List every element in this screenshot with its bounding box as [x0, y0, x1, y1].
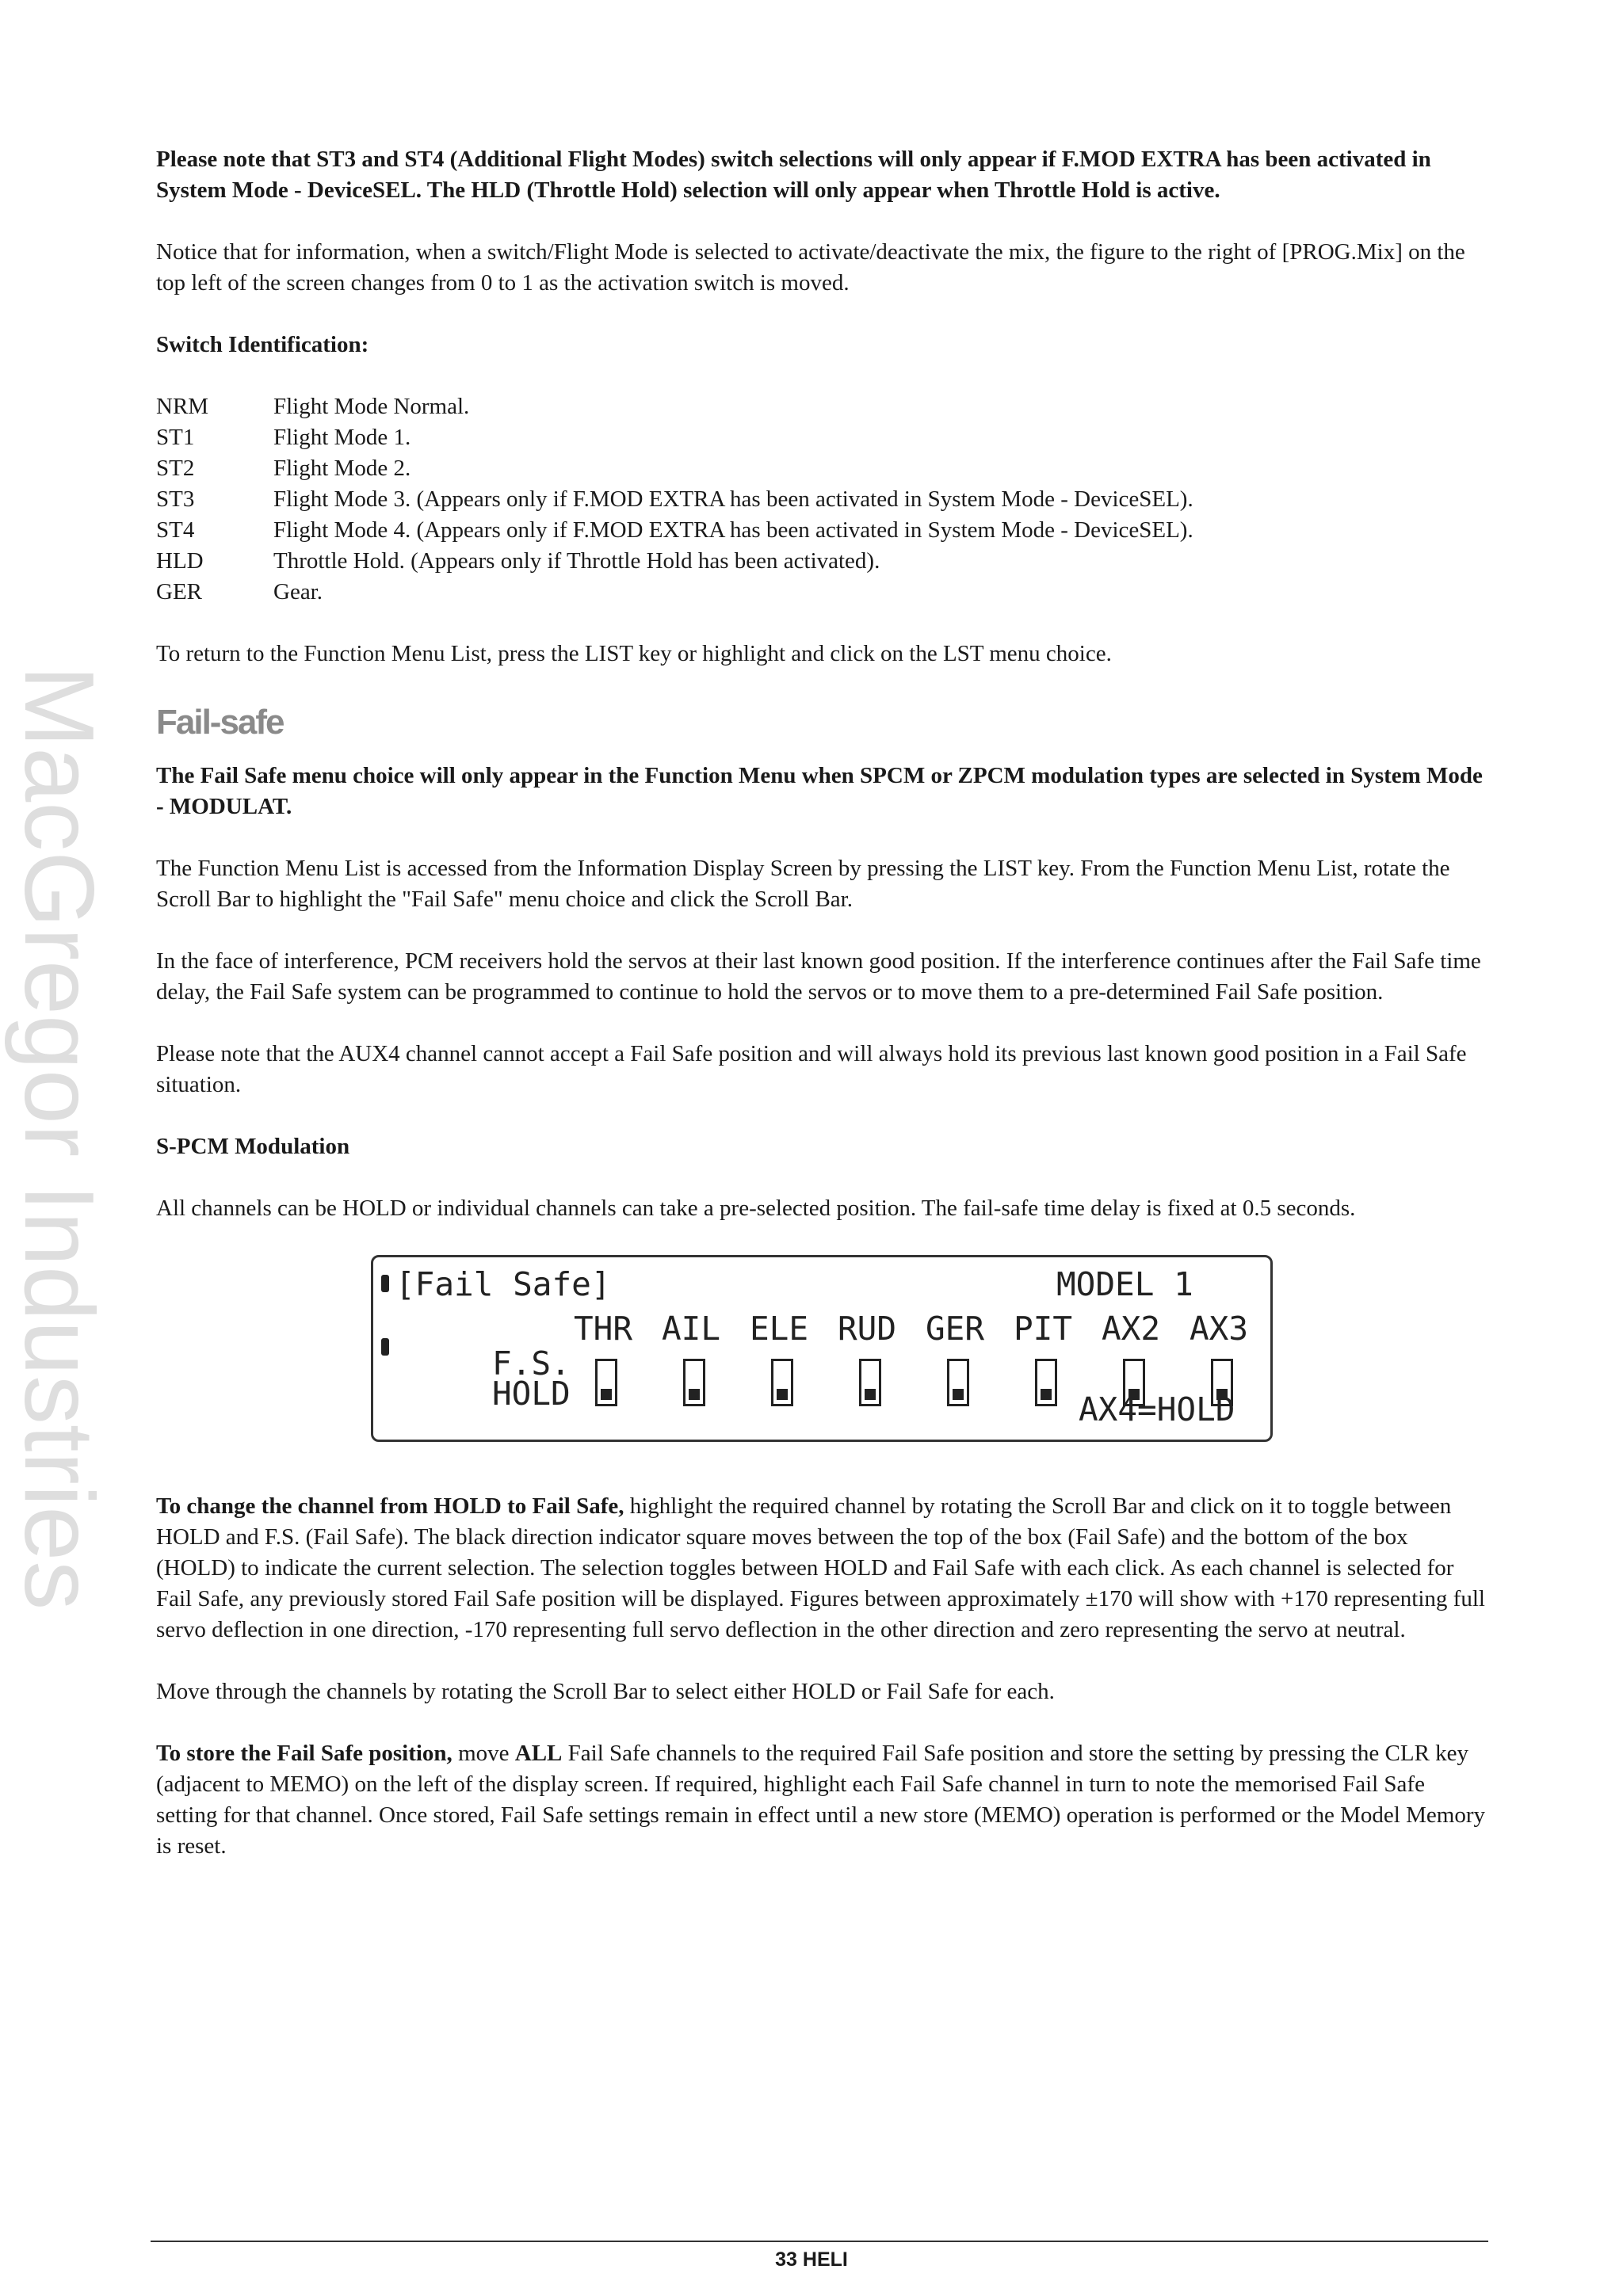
state-box[interactable] — [947, 1359, 969, 1406]
lcd-screen — [371, 1255, 1273, 1442]
switch-code: GER — [156, 579, 202, 605]
store-mid: move — [452, 1741, 515, 1766]
state-box[interactable] — [595, 1359, 617, 1406]
switch-row — [156, 546, 1487, 577]
switch-row — [156, 391, 1487, 422]
switch-desc: Flight Mode 2. — [273, 456, 411, 481]
switch-code: ST3 — [156, 486, 195, 512]
switch-row — [156, 515, 1487, 546]
fs-label: F.S. — [492, 1344, 571, 1383]
watermark: MacGregor Industries — [4, 666, 113, 1611]
selected-channel: AIL — [662, 1310, 721, 1348]
store-lead: To store the Fail Safe position, — [156, 1741, 453, 1766]
switch-desc: Flight Mode 3. (Appears only if F.MOD EXTRA has been activated in System Mode - DeviceSEL). — [273, 486, 1193, 512]
switch-code: HLD — [156, 548, 204, 574]
switch-row — [156, 422, 1487, 453]
hold-indicator-icon — [1041, 1389, 1052, 1400]
switch-code: ST1 — [156, 425, 195, 450]
lcd-model: MODEL 1 — [1056, 1265, 1193, 1303]
cursor-marker-icon — [381, 1338, 389, 1356]
lcd-title: [Fail Safe] — [395, 1265, 611, 1303]
hold-label: HOLD — [492, 1375, 571, 1413]
channel-labels — [574, 1311, 1277, 1346]
switch-row — [156, 453, 1487, 484]
switch-desc: Gear. — [273, 579, 323, 605]
hold-indicator-icon — [689, 1389, 700, 1400]
hold-indicator-icon — [777, 1389, 788, 1400]
switch-desc: Flight Mode Normal. — [273, 394, 470, 419]
section-title: Fail-safe — [156, 703, 284, 742]
store-body: Fail Safe channels to the required Fail Safe position and store the setting by pressing the CLR key (adjacent to MEMO) on the left of the display screen. If required, highlight each Fail Safe channel in turn to note the memorised Fail Safe setting for that channel. Once stored, Fail Safe settings remain in effect until a new store (MEMO) operation is performed or the Model Memory is reset. — [156, 1741, 1485, 1859]
hold-indicator-icon — [865, 1389, 876, 1400]
lcd-figure — [156, 1255, 1487, 1442]
channel-label-ail[interactable] — [662, 1311, 750, 1346]
spcm-paragraph: All channels can be HOLD or individual channels can take a pre-selected position. The fail-safe time delay is fixed at 0.5 seconds. — [156, 1196, 1356, 1221]
switch-desc: Throttle Hold. (Appears only if Throttle Hold has been activated). — [273, 548, 880, 574]
interference-paragraph: In the face of interference, PCM receivers hold the servos at their last known good position. If the interference continues after the Fail Safe time delay, the Fail Safe system can be programmed to continue to hold the servos or to move them to a pre-determined Fail Safe position. — [156, 948, 1481, 1005]
state-box[interactable] — [859, 1359, 881, 1406]
move-paragraph: Move through the channels by rotating the Scroll Bar to select either HOLD or Fail Safe for each. — [156, 1679, 1055, 1704]
aux4-paragraph: Please note that the AUX4 channel cannot accept a Fail Safe position and will always hold its previous last known good position in a Fail Safe situation. — [156, 1041, 1467, 1097]
switch-desc: Flight Mode 4. (Appears only if F.MOD EXTRA has been activated in System Mode - DeviceSEL). — [273, 517, 1193, 543]
channel-label-rud[interactable]: RUD — [838, 1310, 897, 1348]
switch-code: NRM — [156, 394, 209, 419]
access-paragraph: The Function Menu List is accessed from the Information Display Screen by pressing the LIST key. From the Function Menu List, rotate the Scroll Bar to highlight the "Fail Safe" menu choice and click the Scroll Bar. — [156, 856, 1450, 912]
state-box[interactable] — [683, 1359, 705, 1406]
change-paragraph — [156, 1491, 1487, 1646]
switch-row — [156, 577, 1487, 608]
page-number: 33 HELI — [775, 2248, 848, 2271]
cursor-marker-icon — [381, 1275, 389, 1292]
notice-paragraph: Notice that for information, when a switch/Flight Mode is selected to activate/deactivate the mix, the figure to the right of [PROG.Mix] on the top left of the screen changes from 0 to 1 as the activation switch is moved. — [156, 239, 1465, 296]
switch-heading: Switch Identification: — [156, 332, 369, 357]
store-paragraph — [156, 1738, 1487, 1862]
page-content — [156, 144, 1487, 1893]
channel-label-pit[interactable]: PIT — [1014, 1310, 1073, 1348]
state-box[interactable] — [771, 1359, 793, 1406]
hold-indicator-icon — [601, 1389, 612, 1400]
footer-divider — [151, 2241, 1488, 2242]
switch-row — [156, 484, 1487, 515]
switch-code: ST2 — [156, 456, 195, 481]
switch-desc: Flight Mode 1. — [273, 425, 411, 450]
channel-label-ax3[interactable]: AX3 — [1190, 1310, 1249, 1348]
hold-indicator-icon — [953, 1389, 964, 1400]
failsafe-note: The Fail Safe menu choice will only appear in the Function Menu when SPCM or ZPCM modulation types are selected in System Mode - MODULAT. — [156, 763, 1483, 819]
channel-label-thr[interactable]: THR — [574, 1310, 633, 1348]
channel-label-ele[interactable]: ELE — [750, 1310, 809, 1348]
store-all: ALL — [514, 1741, 563, 1766]
change-lead: To change the channel from HOLD to Fail Safe, — [156, 1493, 624, 1519]
switch-table — [156, 391, 1487, 608]
state-box[interactable] — [1035, 1359, 1057, 1406]
channel-label-ax2[interactable]: AX2 — [1102, 1310, 1161, 1348]
spcm-heading: S-PCM Modulation — [156, 1134, 350, 1159]
switch-code: ST4 — [156, 517, 195, 543]
channel-label-ger[interactable]: GER — [926, 1310, 985, 1348]
ax4-status: AX4=HOLD — [1079, 1390, 1235, 1428]
return-paragraph: To return to the Function Menu List, press the LIST key or highlight and click on the LST menu choice. — [156, 641, 1112, 666]
intro-note: Please note that ST3 and ST4 (Additional Flight Modes) switch selections will only appear if F.MOD EXTRA has been activated in System Mode - DeviceSEL. The HLD (Throttle Hold) selection will only appear when Throttle Hold is active. — [156, 147, 1431, 203]
change-body: highlight the required channel by rotating the Scroll Bar and click on it to toggle between HOLD and F.S. (Fail Safe). The black direction indicator square moves between the top of the box (Fail Safe) and the bottom of the box (HOLD) to indicate the current selection. The selection toggles between HOLD and Fail Safe with each click. As each channel is selected for Fail Safe, any previously stored Fail Safe position will be displayed. Figures between approximately ±170 will show with +170 representing full servo deflection in one direction, -170 representing full servo deflection in the other direction and zero representing the servo at neutral. — [156, 1493, 1485, 1642]
